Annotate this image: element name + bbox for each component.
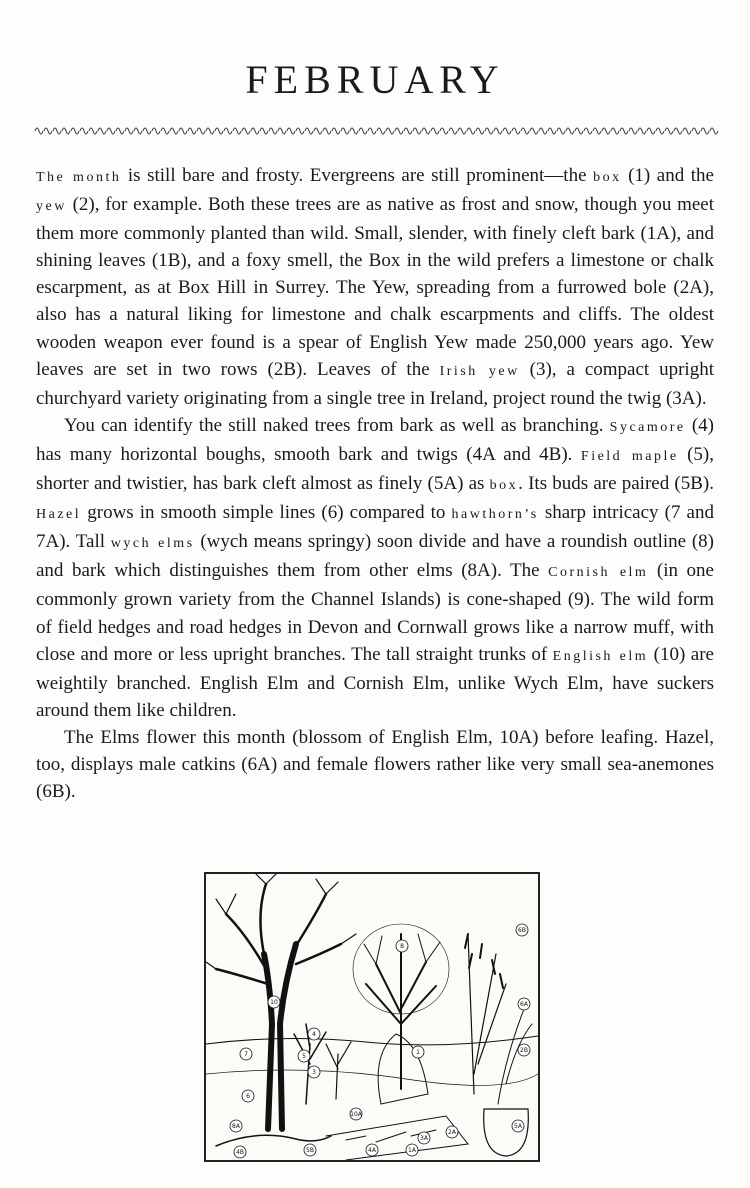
- figure-tag-10a: [350, 1108, 363, 1120]
- figure-tag-5a: [512, 1120, 524, 1132]
- figure-tag-6b: [516, 924, 528, 936]
- figure-tag-8a: [230, 1120, 242, 1132]
- svg-text:7: 7: [244, 1051, 248, 1058]
- svg-text:8: 8: [400, 943, 404, 950]
- small-caps-term: yew: [36, 199, 67, 215]
- svg-text:8A: 8A: [232, 1123, 240, 1130]
- figure-tag-6: [242, 1090, 254, 1102]
- figure-tag-2a: [446, 1126, 458, 1138]
- svg-text:10A: 10A: [350, 1111, 362, 1118]
- svg-text:2B: 2B: [520, 1047, 528, 1054]
- figure-tag-5b: [304, 1144, 316, 1156]
- text-run: (wych means springy) soon divide and have a roundish outline (8) and bark which distinguishes them from other elms (8A). The: [36, 531, 714, 582]
- svg-text:5A: 5A: [514, 1123, 522, 1130]
- figure-tag-1: [412, 1046, 424, 1058]
- svg-text:10: 10: [270, 999, 278, 1006]
- paragraph-1: [36, 162, 714, 412]
- figure-tag-5: [298, 1050, 310, 1062]
- figure-tag-10: [268, 996, 280, 1008]
- small-caps-term: Cornish elm: [548, 565, 649, 581]
- svg-text:5B: 5B: [306, 1147, 314, 1154]
- text-run: sharp intricacy (7 and 7A). Tall: [36, 502, 714, 553]
- svg-text:5: 5: [302, 1053, 306, 1060]
- figure-tag-4: [308, 1028, 320, 1040]
- text-run: . Its buds are paired (5B).: [518, 473, 714, 495]
- illustration-drawing: [206, 874, 538, 1160]
- small-caps-term: English elm: [552, 648, 649, 664]
- text-run: (4) has many horizontal boughs, smooth bark and twigs (4A and 4B).: [36, 414, 714, 465]
- text-run: (in one commonly grown variety from the Channel Islands) is cone-shaped (9). The wild form of field hedges and road hedges in Devon and Cornwall grows like a narrow muff, with close and more or less upright branches. The tall straight trunks of: [36, 560, 714, 665]
- svg-text:6A: 6A: [520, 1001, 528, 1008]
- text-run: (2), for example. Both these trees are as native as frost and snow, though you meet them more commonly planted than wild. Small, slender, with finely cleft bark (1A), and shining leaves (1B), and a foxy smell, the Box in the wild prefers a limestone or chalk escarpment, as at Box Hill in Surrey. The Yew, spreading from a furrowed bole (2A), also has a natural liking for limestone and chalk escarpments and cliffs. The oldest wooden weapon ever found is a spear of English Yew made 250,000 years ago. Yew leaves are set in two rows (2B). Leaves of the: [36, 194, 714, 380]
- small-caps-term: hawthorn’s: [451, 507, 539, 523]
- svg-text:1: 1: [416, 1049, 420, 1056]
- small-caps-term: Sycamore: [609, 419, 686, 435]
- text-run: The Elms flower this month (blossom of English Elm, 10A) before leafing. Hazel, too, displays male catkins (6A) and female flowers rather like very small sea-anemones (6B).: [36, 726, 714, 803]
- text-run: (1) and the: [621, 165, 714, 186]
- figure-tag-4a: [366, 1144, 378, 1156]
- figure-tag-7: [240, 1048, 252, 1060]
- paragraph-2: [36, 412, 714, 724]
- text-run: (10) are weightily branched. English Elm and Cornish Elm, unlike Wych Elm, have suckers around them like children.: [36, 643, 714, 721]
- text-run: is still bare and frosty. Evergreens are still prominent—the: [121, 165, 594, 186]
- small-caps-term: Hazel: [36, 507, 82, 523]
- small-caps-term: The month: [36, 170, 122, 185]
- figure-tag-1a: [406, 1144, 418, 1156]
- figure-tag-3: [308, 1066, 320, 1078]
- small-caps-term: wych elms: [110, 536, 195, 552]
- svg-text:6: 6: [246, 1093, 250, 1100]
- small-caps-term: box: [489, 478, 519, 494]
- figure-tag-8: [396, 940, 408, 952]
- page-title: FEBRUARY: [245, 57, 505, 102]
- figure-tag-4b: [234, 1146, 246, 1158]
- small-caps-term: Field maple: [580, 448, 679, 464]
- figure-tag-3a: [418, 1132, 430, 1144]
- small-caps-term: box: [593, 170, 622, 185]
- text-run: You can identify the still naked trees from bark as well as branching.: [64, 414, 610, 436]
- decorative-ornament-rule: [33, 122, 719, 138]
- tree-illustration: [204, 872, 540, 1162]
- svg-text:4B: 4B: [236, 1149, 244, 1156]
- text-run: (5), shorter and twistier, has bark cleft almost as finely (5A) as: [36, 443, 715, 495]
- text-run: grows in smooth simple lines (6) compared to: [81, 502, 452, 524]
- figure-tag-6a: [518, 998, 530, 1010]
- svg-text:1A: 1A: [408, 1147, 416, 1154]
- text-run: (3), a compact upright churchyard variety originating from a single tree in Ireland, project round the twig (3A).: [36, 358, 714, 409]
- svg-text:2A: 2A: [448, 1129, 456, 1136]
- svg-text:4A: 4A: [368, 1147, 376, 1154]
- svg-text:4: 4: [312, 1031, 316, 1038]
- svg-text:3: 3: [312, 1069, 316, 1076]
- small-caps-term: Irish yew: [439, 363, 520, 379]
- paragraph-3: [36, 724, 714, 805]
- svg-text:6B: 6B: [518, 927, 526, 934]
- body-text: [36, 162, 714, 805]
- svg-text:3A: 3A: [420, 1135, 428, 1142]
- figure-tag-2b: [518, 1044, 530, 1056]
